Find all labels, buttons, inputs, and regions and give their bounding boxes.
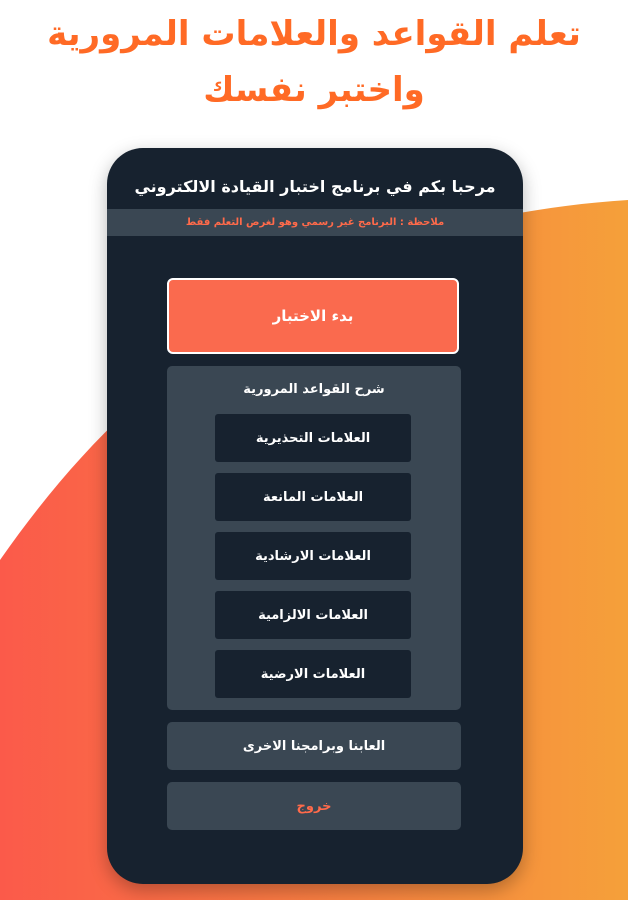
rules-panel xyxy=(167,366,461,710)
warning-signs-button[interactable]: العلامات التحذيرية xyxy=(215,414,411,462)
disclaimer-bar xyxy=(107,209,523,236)
phone-frame xyxy=(107,148,523,884)
mandatory-signs-button[interactable]: العلامات الالزامية xyxy=(215,591,411,639)
other-apps-button[interactable]: العابنا وبرامجنا الاخرى xyxy=(167,722,461,770)
headline-line-1: تعلم القواعد والعلامات المرورية xyxy=(47,14,581,54)
start-test-button[interactable]: بدء الاختبار xyxy=(167,278,459,354)
disclaimer-text: ملاحظة : البرنامج غير رسمي وهو لغرض التعلم فقط xyxy=(185,217,445,228)
prohibitory-signs-button[interactable]: العلامات المانعة xyxy=(215,473,411,521)
headline-line-2: واختبر نفسك xyxy=(203,70,425,110)
app-title: مرحبا بكم في برنامج اختبار القيادة الالكتروني xyxy=(134,177,496,196)
rules-section-title: شرح القواعد المرورية xyxy=(243,382,385,397)
guidance-signs-button[interactable]: العلامات الارشادية xyxy=(215,532,411,580)
exit-button[interactable]: خروج xyxy=(167,782,461,830)
road-markings-button[interactable]: العلامات الارضية xyxy=(215,650,411,698)
promo-headline xyxy=(0,6,628,118)
